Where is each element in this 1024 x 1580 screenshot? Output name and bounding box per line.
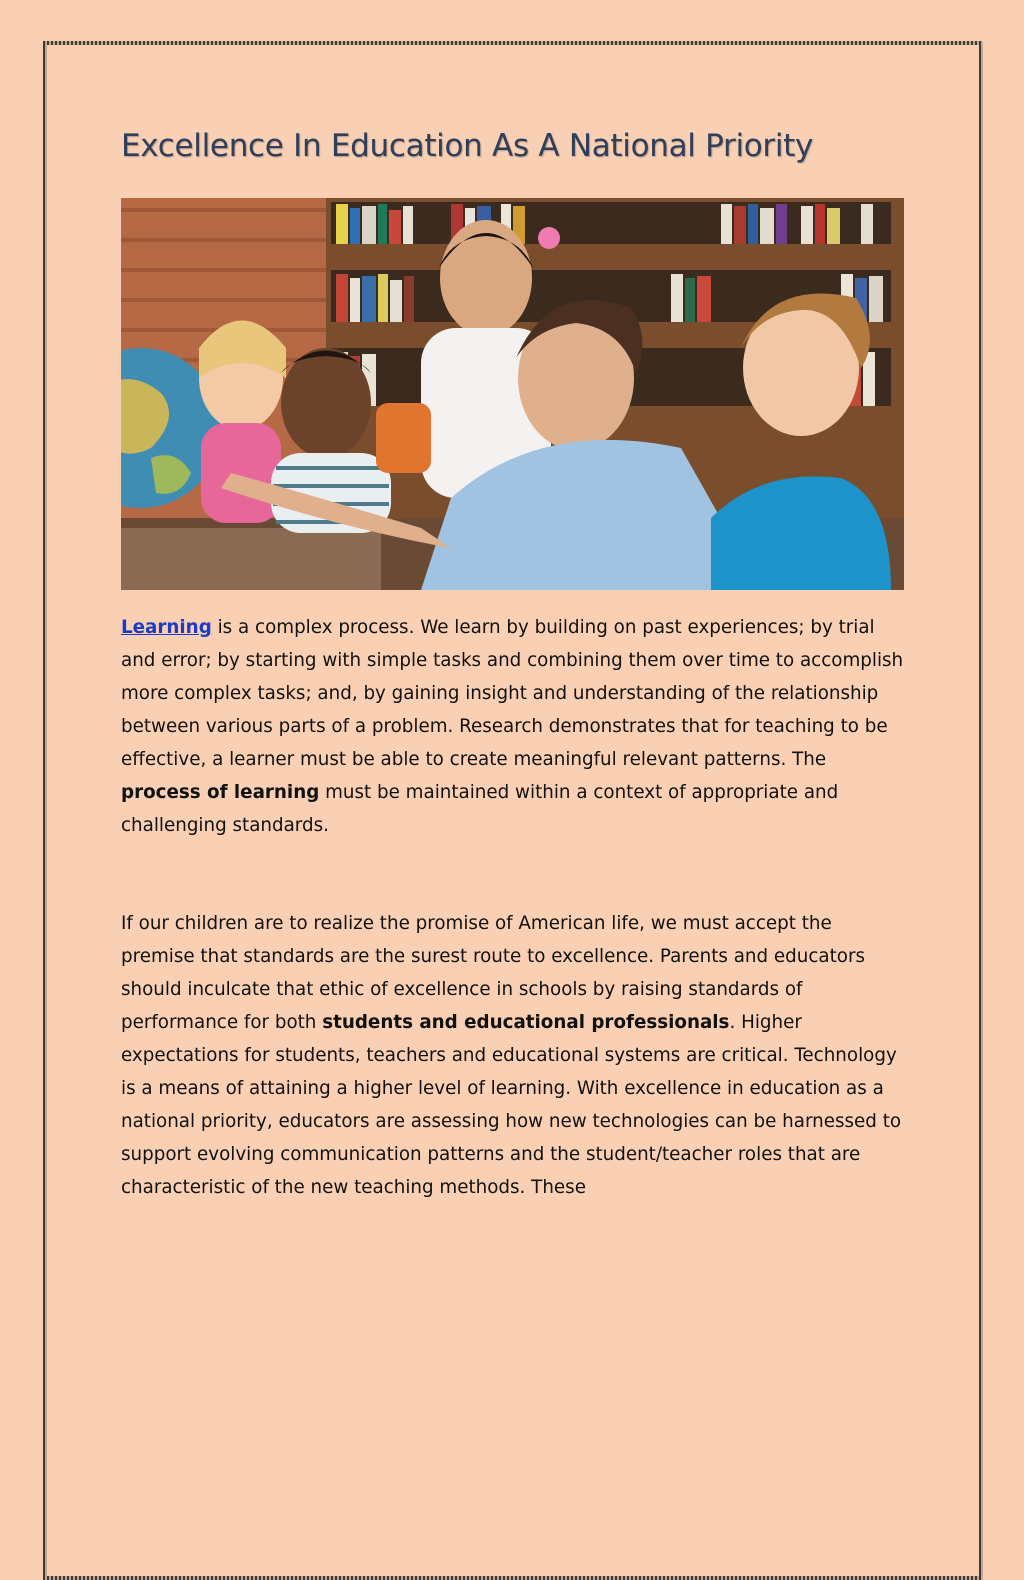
paragraph-standards: [121, 907, 911, 1204]
paragraph-1-text-b: must be maintained within a context of appropriate and challenging standards.: [121, 782, 839, 836]
paragraph-2-bold: students and educational professionals: [322, 1012, 730, 1033]
paragraph-2-text-a: If our children are to realize the promise of American life, we must accept the premise that standards are the surest route to excellence. Parents and educators should inculcate that ethic of excellence in schools by raising standards of performance for both: [121, 913, 866, 1033]
paragraph-learning: [121, 611, 911, 842]
paragraph-2-text-b: . Higher expectations for students, teachers and educational systems are critical. Technology is a means of attaining a higher level of learning. With excellence in education as a national priority, educators are assessing how new technologies can be harnessed to support evolving communication patterns and the student/teacher roles that are characteristic of the new teaching methods. These: [121, 1012, 902, 1198]
paragraph-1-text-a: is a complex process. We learn by building on past experiences; by trial and error; by starting with simple tasks and combining them over time to accomplish more complex tasks; and, by gaining insight and understanding of the relationship between various parts of a problem. Research demonstrates that for teaching to be effective, a learner must be able to create meaningful relevant patterns. The: [121, 617, 904, 770]
classroom-photo: [121, 198, 904, 590]
paragraph-1-bold: process of learning: [121, 782, 320, 803]
page-title: Excellence In Education As A National Priority: [121, 128, 814, 164]
learning-link[interactable]: Learning: [121, 617, 212, 638]
